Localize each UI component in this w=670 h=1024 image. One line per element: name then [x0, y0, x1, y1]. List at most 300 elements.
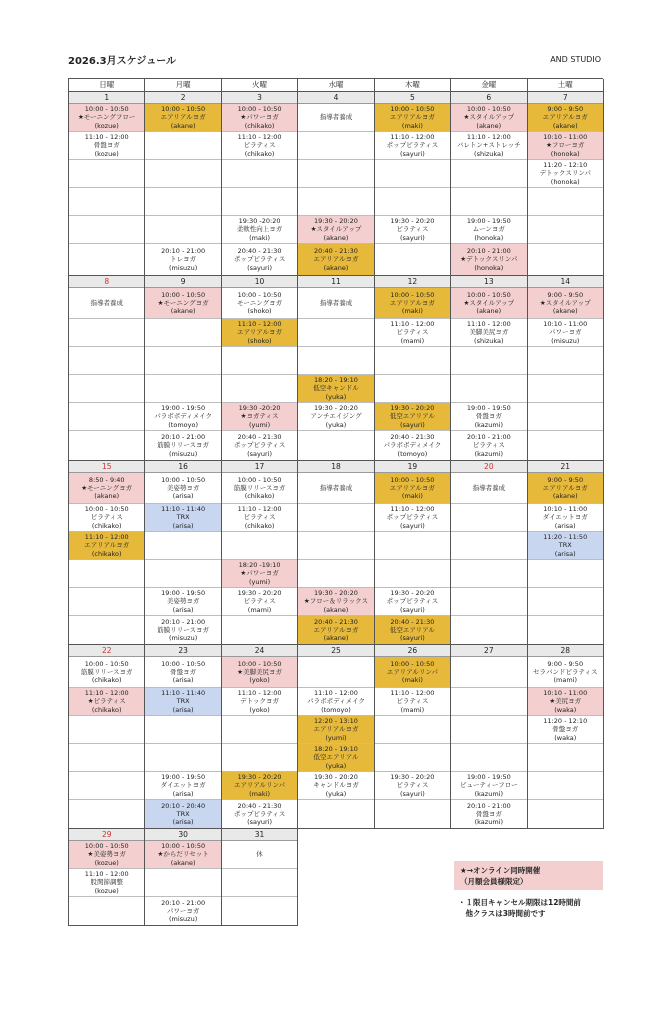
class-slot[interactable] — [528, 473, 603, 504]
class-slot[interactable] — [69, 504, 144, 532]
class-text: 20:10 - 21:00 — [161, 247, 206, 256]
class-slot[interactable] — [69, 841, 144, 869]
class-slot[interactable] — [145, 431, 220, 460]
day-number: 9 — [145, 276, 220, 288]
class-text: ポップピラティス — [386, 513, 439, 522]
cancel-note-line-1: ・１限目キャンセル期限は12時間前 — [458, 898, 581, 907]
class-slot[interactable] — [222, 504, 297, 532]
class-text: (maki) — [401, 676, 423, 685]
day-17 — [222, 461, 298, 645]
class-slot[interactable] — [145, 897, 220, 925]
class-text: (chikako) — [91, 676, 122, 685]
class-slot[interactable] — [451, 403, 526, 431]
schedule-calendar — [68, 78, 603, 926]
empty-slot — [145, 347, 220, 375]
day-11 — [298, 276, 374, 461]
class-text: 8:50 - 9:40 — [88, 475, 125, 484]
empty-slot — [222, 188, 297, 216]
class-slot[interactable] — [375, 403, 450, 431]
class-text: 11:10 - 12:00 — [84, 133, 129, 142]
class-text: エアリアルヨガ — [389, 298, 435, 307]
class-slot[interactable] — [222, 132, 297, 160]
class-text: 20:10 - 20:40 — [161, 801, 206, 810]
empty-slot — [222, 532, 297, 560]
class-slot[interactable] — [298, 473, 373, 504]
class-text: (akane) — [323, 263, 349, 272]
class-text: (sayuri) — [399, 634, 425, 643]
week-row — [68, 461, 603, 645]
day-number: 13 — [451, 276, 526, 288]
class-slot[interactable] — [451, 132, 526, 160]
class-text: ★スタイルアップ — [539, 298, 591, 307]
class-text: 19:30 - 20:20 — [390, 589, 435, 598]
class-slot[interactable] — [222, 104, 297, 132]
day-10 — [222, 276, 298, 461]
day-8 — [69, 276, 145, 461]
class-slot[interactable] — [69, 657, 144, 688]
class-slot[interactable] — [222, 216, 297, 244]
empty-slot — [375, 244, 450, 275]
empty-slot — [145, 869, 220, 897]
day-number: 10 — [222, 276, 297, 288]
class-text: 19:00 - 19:50 — [466, 217, 511, 226]
day-number: 16 — [145, 461, 220, 473]
class-slot[interactable] — [528, 657, 603, 688]
class-slot[interactable] — [69, 288, 144, 319]
day-25 — [298, 645, 374, 829]
day-24 — [222, 645, 298, 829]
class-text: ★モーニングヨガ — [157, 298, 209, 307]
class-text: 19:30 - 20:20 — [390, 404, 435, 413]
class-slot[interactable] — [145, 504, 220, 532]
empty-slot — [69, 319, 144, 347]
class-slot[interactable] — [451, 104, 526, 132]
class-text: TRX — [176, 809, 190, 818]
class-slot[interactable] — [222, 688, 297, 716]
class-slot[interactable] — [528, 132, 603, 160]
class-slot[interactable] — [222, 841, 297, 869]
class-text: (mami) — [400, 336, 425, 345]
class-text: 11:10 - 11:40 — [161, 505, 206, 514]
class-slot[interactable] — [528, 288, 603, 319]
class-text: (honoka) — [474, 263, 504, 272]
class-text: (sayuri) — [399, 149, 425, 158]
class-slot[interactable] — [298, 588, 373, 616]
class-text: (arisa) — [554, 521, 576, 530]
class-text: (mami) — [247, 605, 272, 614]
class-text: 20:10 - 21:00 — [161, 433, 206, 442]
class-text: 19:30 -20:20 — [238, 217, 281, 226]
class-text: 美脚美尻ヨガ — [469, 328, 509, 337]
class-text: 20:10 - 21:00 — [466, 247, 511, 256]
empty-slot — [375, 532, 450, 560]
class-text: (arisa) — [172, 605, 194, 614]
class-text: 19:30 - 20:20 — [314, 404, 358, 413]
class-text: ★ピラティス — [87, 697, 126, 706]
class-slot[interactable] — [528, 504, 603, 532]
class-slot[interactable] — [375, 288, 450, 319]
class-text: 11:10 - 12:00 — [237, 689, 282, 698]
class-text: (misuzu) — [169, 915, 198, 924]
class-text: 11:20 - 11:50 — [543, 533, 588, 542]
class-text: 骨盤ヨガ — [552, 725, 579, 734]
class-text: (shoko) — [247, 307, 272, 316]
class-text: ★パワーヨガ — [240, 113, 279, 122]
class-slot[interactable] — [528, 532, 603, 560]
class-slot[interactable] — [375, 319, 450, 347]
class-slot[interactable] — [375, 772, 450, 800]
class-slot[interactable] — [451, 216, 526, 244]
day-number: 2 — [145, 92, 220, 104]
class-text: (shoko) — [247, 336, 272, 345]
class-slot[interactable] — [222, 560, 297, 588]
class-text: (arisa) — [172, 789, 194, 798]
day-13 — [451, 276, 527, 461]
class-slot[interactable] — [222, 431, 297, 460]
empty-slot — [451, 716, 526, 744]
class-slot[interactable] — [375, 657, 450, 688]
class-text: ビューティーフロー — [459, 781, 518, 790]
class-text: (akane) — [476, 121, 502, 130]
class-slot[interactable] — [145, 403, 220, 431]
empty-slot — [528, 616, 603, 644]
class-slot[interactable] — [451, 244, 526, 275]
day-number: 11 — [298, 276, 373, 288]
empty-slot — [298, 431, 373, 460]
day-23 — [145, 645, 221, 829]
class-slot[interactable] — [298, 688, 373, 716]
class-slot[interactable] — [69, 104, 144, 132]
empty-slot — [145, 319, 220, 347]
class-text: 20:40 - 21:30 — [237, 801, 282, 810]
class-text: エアリアルヨガ — [160, 113, 206, 122]
day-30 — [145, 829, 221, 926]
class-text: (kazumi) — [474, 818, 503, 827]
class-text: 11:10 - 12:00 — [390, 505, 435, 514]
class-text: 19:00 - 19:50 — [466, 404, 511, 413]
online-legend — [454, 861, 603, 890]
day-6 — [451, 92, 527, 276]
class-text: (akane) — [323, 605, 349, 614]
class-slot[interactable] — [528, 160, 603, 188]
empty-slot — [69, 560, 144, 588]
class-slot[interactable] — [298, 288, 373, 319]
class-text: 19:30 - 20:20 — [314, 217, 358, 226]
class-text: 10:00 - 10:50 — [161, 475, 206, 484]
empty-slot — [375, 347, 450, 375]
day-number: 8 — [69, 276, 144, 288]
class-slot[interactable] — [451, 772, 526, 800]
class-text: 9:00 - 9:50 — [547, 475, 584, 484]
class-text: 11:20 - 12:10 — [543, 161, 588, 170]
empty-slot — [145, 188, 220, 216]
class-slot[interactable] — [375, 473, 450, 504]
day-number: 12 — [375, 276, 450, 288]
class-slot[interactable] — [375, 504, 450, 532]
day-number: 18 — [298, 461, 373, 473]
class-slot[interactable] — [375, 132, 450, 160]
class-text: 9:00 - 9:50 — [547, 105, 584, 114]
class-slot[interactable] — [375, 616, 450, 644]
day-15 — [69, 461, 145, 645]
class-text: (misuzu) — [169, 449, 198, 458]
class-slot[interactable] — [145, 616, 220, 644]
class-text: 10:00 - 10:50 — [161, 659, 206, 668]
class-slot[interactable] — [145, 104, 220, 132]
class-slot[interactable] — [69, 688, 144, 716]
class-text: (maki) — [249, 789, 271, 798]
class-text: (sayuri) — [399, 605, 425, 614]
day-14 — [528, 276, 604, 461]
day-number: 24 — [222, 645, 297, 657]
class-text: 18:20 -19:10 — [238, 561, 281, 570]
empty-slot — [145, 560, 220, 588]
empty-slot — [451, 616, 526, 644]
class-slot[interactable] — [222, 657, 297, 688]
empty-slot — [451, 160, 526, 188]
class-text: 20:40 - 21:30 — [314, 247, 358, 256]
class-text: エアリアルヨガ — [389, 113, 435, 122]
class-text: セラバンドピラティス — [533, 667, 598, 676]
class-slot[interactable] — [298, 104, 373, 132]
cancel-note-line-2: 他クラスは3時間前です — [458, 909, 546, 918]
class-text: TRX — [176, 697, 190, 706]
class-slot[interactable] — [528, 319, 603, 347]
class-text: 10:00 - 10:50 — [237, 290, 282, 299]
weekday-1: 月曜 — [145, 79, 221, 92]
class-slot[interactable] — [528, 104, 603, 132]
class-text: ピラティス — [396, 225, 429, 234]
day-number: 25 — [298, 645, 373, 657]
class-text: ★からだリセット — [157, 850, 209, 859]
empty-slot — [145, 160, 220, 188]
class-text: (mami) — [553, 676, 577, 685]
class-text: 20:40 - 21:30 — [390, 433, 435, 442]
empty-slot — [222, 869, 297, 897]
class-slot[interactable] — [375, 104, 450, 132]
empty-slot — [69, 188, 144, 216]
empty-slot — [298, 800, 373, 828]
class-text: ★美脚美尻ヨガ — [237, 667, 282, 676]
class-text: 低空エアリアル — [389, 625, 435, 634]
class-text: 19:00 - 19:50 — [466, 773, 511, 782]
class-slot[interactable] — [375, 431, 450, 460]
empty-slot — [298, 160, 373, 188]
class-slot[interactable] — [145, 657, 220, 688]
empty-slot — [222, 716, 297, 744]
empty-slot — [528, 744, 603, 772]
class-slot[interactable] — [145, 588, 220, 616]
class-slot[interactable] — [298, 244, 373, 275]
class-slot[interactable] — [298, 744, 373, 772]
legend-members-label: （月額会員様限定） — [460, 877, 528, 886]
class-text: 10:00 - 10:50 — [237, 659, 282, 668]
weekday-3: 水曜 — [298, 79, 374, 92]
class-text: 18:20 - 19:10 — [314, 745, 358, 754]
class-text: (chikako) — [91, 521, 122, 530]
class-text: 指導者養成 — [90, 298, 123, 307]
week-row — [68, 92, 603, 276]
class-text: (arisa) — [172, 676, 194, 685]
class-slot[interactable] — [451, 473, 526, 504]
class-text: 骨盤ヨガ — [93, 141, 120, 150]
class-text: 美姿勢ヨガ — [166, 597, 200, 606]
class-text: 骨盤ヨガ — [475, 809, 502, 818]
empty-slot — [69, 772, 144, 800]
class-text: ★モーニングフロー — [77, 113, 136, 122]
class-slot[interactable] — [451, 431, 526, 460]
class-slot[interactable] — [145, 244, 220, 275]
class-text: (tomoyo) — [397, 449, 428, 458]
class-slot[interactable] — [298, 716, 373, 744]
class-slot[interactable] — [451, 288, 526, 319]
class-slot[interactable] — [298, 375, 373, 403]
class-text: 10:00 - 10:50 — [390, 105, 435, 114]
empty-slot — [69, 403, 144, 431]
class-text: ★美姿勢ヨガ — [87, 850, 126, 859]
class-text: (maki) — [401, 121, 423, 130]
class-text: ★モーニングヨガ — [81, 483, 133, 492]
class-slot[interactable] — [145, 688, 220, 716]
class-text: 20:40 - 21:30 — [237, 433, 282, 442]
class-text: 指導者養成 — [472, 483, 506, 492]
class-text: (akane) — [552, 492, 578, 501]
class-text: 11:10 - 11:40 — [161, 689, 206, 698]
day-number: 19 — [375, 461, 450, 473]
class-slot[interactable] — [145, 772, 220, 800]
class-slot[interactable] — [222, 244, 297, 275]
class-slot[interactable] — [375, 688, 450, 716]
day-number: 31 — [222, 829, 297, 841]
class-text: 11:10 - 12:00 — [84, 870, 129, 879]
week-row — [68, 645, 603, 829]
class-slot[interactable] — [298, 616, 373, 644]
class-slot[interactable] — [222, 403, 297, 431]
class-slot[interactable] — [69, 132, 144, 160]
class-text: (chikako) — [244, 492, 275, 501]
class-text: ポップピラティス — [233, 809, 286, 818]
class-text: (akane) — [552, 307, 578, 316]
empty-slot — [528, 772, 603, 800]
class-slot[interactable] — [298, 403, 373, 431]
class-text: 低空エアリアル — [313, 753, 359, 762]
day-22 — [69, 645, 145, 829]
class-slot[interactable] — [451, 800, 526, 828]
class-text: デトックヨガ — [240, 697, 279, 706]
class-text: 10:00 - 10:50 — [466, 290, 511, 299]
class-text: ★スタイルアップ — [310, 225, 362, 234]
class-slot[interactable] — [375, 588, 450, 616]
class-text: パラボボディメイク — [154, 412, 212, 421]
weekday-5: 金曜 — [451, 79, 527, 92]
empty-slot — [528, 588, 603, 616]
class-slot[interactable] — [69, 532, 144, 560]
class-slot[interactable] — [222, 800, 297, 828]
day-number: 6 — [451, 92, 526, 104]
class-slot[interactable] — [528, 688, 603, 716]
empty-slot — [145, 744, 220, 772]
studio-name: AND STUDIO — [550, 55, 601, 64]
class-text: (yuka) — [325, 420, 347, 429]
class-slot[interactable] — [222, 288, 297, 319]
class-slot[interactable] — [145, 473, 220, 504]
class-text: 10:10 - 11:00 — [543, 133, 588, 142]
class-text: 10:00 - 10:50 — [237, 105, 282, 114]
class-text: 11:10 - 12:00 — [466, 133, 511, 142]
day-number: 4 — [298, 92, 373, 104]
class-text: 19:00 - 19:50 — [161, 773, 206, 782]
class-text: (shizuka) — [474, 149, 504, 158]
class-slot[interactable] — [222, 588, 297, 616]
class-text: (arisa) — [172, 818, 194, 827]
class-slot[interactable] — [222, 473, 297, 504]
empty-slot — [69, 347, 144, 375]
class-text: 指導者養成 — [319, 113, 353, 122]
class-text: 10:00 - 10:50 — [161, 105, 206, 114]
class-text: 骨盤ヨガ — [170, 667, 197, 676]
class-text: 10:10 - 11:00 — [543, 689, 588, 698]
class-text: ポップピラティス — [233, 255, 286, 264]
class-text: 10:10 - 11:00 — [543, 505, 588, 514]
class-slot[interactable] — [145, 841, 220, 869]
empty-slot — [145, 532, 220, 560]
class-slot[interactable] — [69, 869, 144, 897]
day-21 — [528, 461, 604, 645]
class-slot[interactable] — [528, 716, 603, 744]
class-text: (sayuri) — [399, 521, 425, 530]
class-text: (honoka) — [550, 177, 580, 186]
empty-slot — [69, 616, 144, 644]
empty-slot — [528, 188, 603, 216]
class-slot[interactable] — [222, 319, 297, 347]
class-text: (akane) — [552, 121, 578, 130]
class-slot[interactable] — [298, 216, 373, 244]
class-slot[interactable] — [145, 800, 220, 828]
empty-slot — [222, 616, 297, 644]
class-text: エアリアルヨガ — [313, 725, 359, 734]
class-slot[interactable] — [222, 772, 297, 800]
class-slot[interactable] — [145, 288, 220, 319]
class-text: キャンドルヨガ — [313, 781, 359, 790]
class-text: 20:10 - 21:00 — [466, 433, 511, 442]
class-text: (misuzu) — [169, 263, 198, 272]
class-text: ピラティス — [396, 697, 429, 706]
class-text: 低空エアリアル — [389, 412, 435, 421]
class-text: 10:00 - 10:50 — [161, 842, 206, 851]
class-slot[interactable] — [375, 216, 450, 244]
week-row — [68, 276, 603, 461]
class-slot[interactable] — [298, 772, 373, 800]
class-text: 11:10 - 12:00 — [84, 533, 129, 542]
class-text: (akane) — [94, 492, 120, 501]
day-5 — [375, 92, 451, 276]
class-text: 19:30 - 20:20 — [314, 773, 358, 782]
class-slot[interactable] — [69, 473, 144, 504]
empty-slot — [451, 744, 526, 772]
class-text: 11:10 - 12:00 — [314, 689, 358, 698]
day-number: 22 — [69, 645, 144, 657]
class-text: 10:00 - 10:50 — [161, 290, 206, 299]
class-slot[interactable] — [451, 319, 526, 347]
cancel-note — [458, 897, 581, 919]
class-text: ダイエットヨガ — [542, 513, 588, 522]
class-text: ポップピラティス — [386, 597, 439, 606]
empty-slot — [528, 403, 603, 431]
class-text: (yoko) — [249, 676, 270, 685]
class-text: 筋膜リリースヨガ — [157, 441, 209, 450]
class-text: 9:00 - 9:50 — [547, 659, 584, 668]
day-12 — [375, 276, 451, 461]
